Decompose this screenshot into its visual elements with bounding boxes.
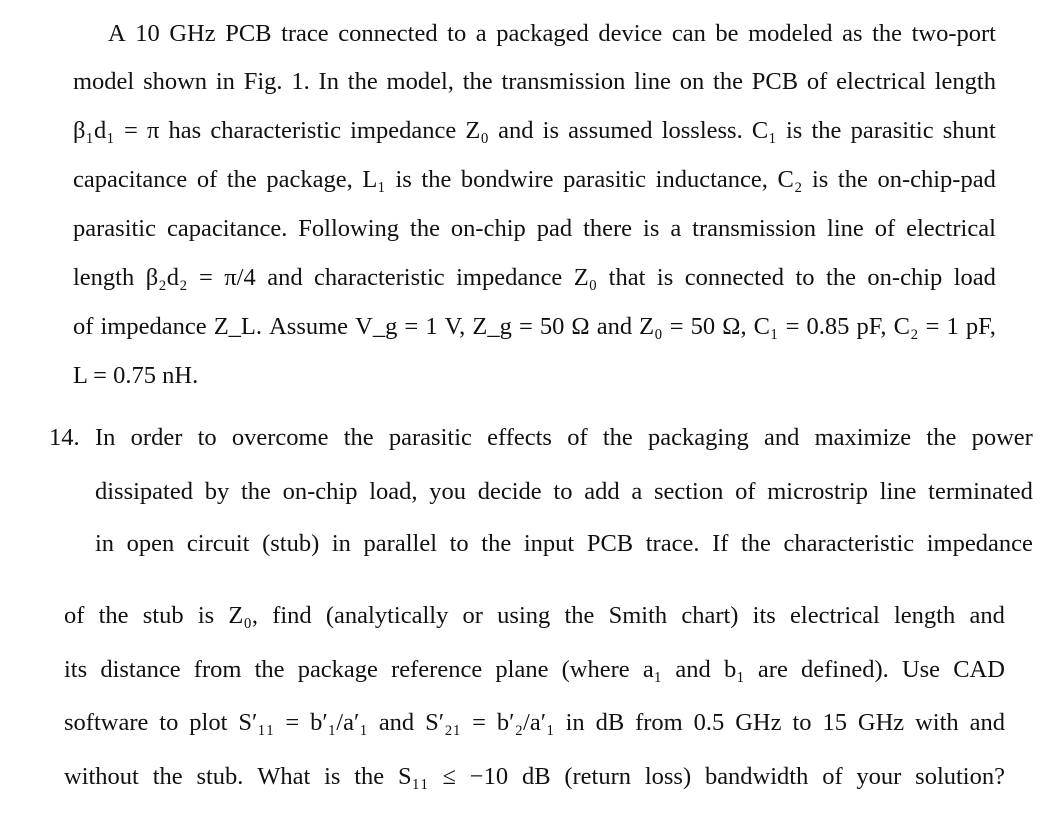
paragraph-line-6	[73, 263, 996, 293]
word: impedance	[100, 313, 207, 340]
word: a	[631, 478, 643, 505]
word: is	[324, 763, 341, 790]
word: Use	[901, 656, 941, 683]
word: 50	[690, 313, 716, 340]
word: packaged	[496, 20, 589, 47]
word: effects	[487, 424, 552, 451]
word: from	[635, 709, 683, 736]
word: pF,	[856, 313, 887, 340]
word: its	[64, 656, 88, 683]
word: a₁	[642, 656, 663, 683]
word: 1	[425, 313, 438, 340]
word: shunt	[942, 117, 996, 144]
word: the	[713, 68, 743, 95]
word: is	[395, 166, 412, 193]
word: capacitance	[73, 166, 188, 193]
word: of	[567, 424, 588, 451]
word: Following	[298, 215, 400, 242]
word: =	[404, 313, 419, 340]
word: load,	[369, 478, 418, 505]
word: stub	[142, 602, 184, 629]
word: 0.85	[806, 313, 850, 340]
word: you	[429, 478, 467, 505]
word: =	[518, 313, 533, 340]
word: the	[226, 166, 257, 193]
word: in	[565, 709, 585, 736]
word: with	[915, 709, 959, 736]
word: the	[826, 264, 856, 291]
word: is	[656, 264, 674, 291]
word: of	[64, 602, 85, 629]
word: bondwire	[460, 166, 554, 193]
word: β₂d₂	[145, 264, 188, 291]
word: in	[215, 68, 235, 95]
word: line	[879, 478, 917, 505]
word: and	[267, 264, 303, 291]
word: a	[475, 20, 487, 47]
word: =	[472, 709, 486, 736]
word: electrical	[790, 602, 880, 629]
word: Z_L.	[213, 313, 263, 340]
word: dB	[595, 709, 625, 736]
word: b′₁/a′₁	[310, 709, 368, 736]
word: parasitic	[563, 166, 647, 193]
word: circuit	[186, 530, 250, 557]
word: is	[643, 215, 660, 242]
word: C₁	[753, 313, 779, 340]
word: Z₀	[465, 117, 489, 144]
question-number: 14.	[49, 424, 80, 451]
question-line-3	[95, 529, 1033, 559]
word: of	[806, 68, 828, 95]
word: C₂	[777, 166, 803, 193]
word: can	[671, 20, 706, 47]
word: and	[498, 117, 534, 144]
word: capacitance.	[166, 215, 288, 242]
word: dissipated	[95, 478, 193, 505]
word: chart)	[681, 602, 739, 629]
word: 50	[539, 313, 565, 340]
word: by	[204, 478, 230, 505]
word: trace.	[645, 530, 700, 557]
word: loss)	[644, 763, 692, 790]
word: In	[95, 424, 116, 451]
word: there	[583, 215, 633, 242]
word: Z₀,	[228, 602, 258, 629]
word: and	[763, 424, 800, 451]
word: 1	[946, 313, 959, 340]
word: transmission	[692, 215, 817, 242]
word: GHz	[169, 20, 216, 47]
word: PCB	[586, 530, 634, 557]
word: two-port	[911, 20, 996, 47]
word: stub.	[196, 763, 244, 790]
word: to	[197, 424, 217, 451]
word: A	[108, 20, 126, 47]
word: the	[837, 166, 868, 193]
word: using	[497, 602, 551, 629]
word: β₁d₁	[73, 117, 115, 144]
word: solution?	[915, 763, 1005, 790]
word: Z₀	[639, 313, 663, 340]
word: packaging	[648, 424, 749, 451]
word: of	[874, 215, 896, 242]
word: Z_g	[472, 313, 512, 340]
word: plot	[189, 709, 228, 736]
word: =	[285, 709, 300, 736]
paragraph-line-5	[73, 214, 996, 244]
word: and	[675, 656, 711, 683]
word: the	[240, 478, 271, 505]
word: electrical	[836, 68, 926, 95]
question-line-1	[95, 423, 1033, 453]
word: load	[953, 264, 996, 291]
word: If	[712, 530, 729, 557]
word: impedance	[456, 264, 563, 291]
word: shown	[143, 68, 208, 95]
word: on	[679, 68, 705, 95]
word: dB	[521, 763, 551, 790]
word: line	[634, 68, 671, 95]
word: open	[126, 530, 175, 557]
word: lossless.	[661, 117, 743, 144]
word: is	[811, 166, 829, 193]
word: (analytically	[325, 602, 449, 629]
word: =	[669, 313, 684, 340]
word: the	[254, 656, 285, 683]
word: package,	[266, 166, 353, 193]
paragraph-line-8: L = 0.75 nH.	[73, 362, 199, 389]
word: find	[272, 602, 312, 629]
word: the	[564, 602, 595, 629]
word: =	[785, 313, 800, 340]
word: decide	[477, 478, 542, 505]
question-line-7	[64, 762, 1005, 792]
word: =	[925, 313, 940, 340]
word: What	[257, 763, 311, 790]
word: overcome	[231, 424, 329, 451]
word: parallel	[363, 530, 437, 557]
word: b′₂/a′₁	[496, 709, 555, 736]
question-line-4	[64, 601, 1005, 631]
word: the	[421, 166, 452, 193]
word: the	[462, 68, 493, 95]
question-line-2	[95, 477, 1033, 507]
word: inductance,	[655, 166, 768, 193]
word: to	[449, 530, 469, 557]
word: modeled	[748, 20, 833, 47]
word: without	[64, 763, 139, 790]
word: connected	[338, 20, 438, 47]
paragraph-line-7	[73, 312, 996, 342]
word: length	[73, 264, 135, 291]
word: the	[926, 424, 957, 451]
word: =	[123, 117, 138, 144]
paragraph-line-1	[108, 19, 996, 49]
word: its	[752, 602, 776, 629]
word: defined).	[801, 656, 889, 683]
word: of	[822, 763, 843, 790]
word: pad	[536, 215, 573, 242]
word: C₁	[751, 117, 777, 144]
word: the	[152, 763, 183, 790]
word: as	[842, 20, 863, 47]
word: PCB	[225, 20, 272, 47]
word: PCB	[751, 68, 799, 95]
word: Ω	[571, 313, 590, 340]
word: add	[584, 478, 620, 505]
word: is	[197, 602, 215, 629]
word: Assume	[269, 313, 349, 340]
word: your	[856, 763, 902, 790]
question-line-6	[64, 708, 1005, 738]
word: distance	[100, 656, 181, 683]
word: line	[827, 215, 864, 242]
word: pF,	[965, 313, 996, 340]
word: S₁₁	[398, 763, 429, 790]
word: of	[735, 478, 756, 505]
word: characteristic	[210, 117, 341, 144]
word: section	[653, 478, 724, 505]
word: on-chip	[450, 215, 526, 242]
word: on-chip	[867, 264, 943, 291]
word: electrical	[906, 215, 996, 242]
word: and	[969, 602, 1005, 629]
word: =	[199, 264, 213, 291]
word: GHz	[857, 709, 905, 736]
word: (where	[561, 656, 630, 683]
word: the	[872, 20, 903, 47]
word: In	[318, 68, 339, 95]
word: GHz	[735, 709, 782, 736]
word: b₁	[723, 656, 745, 683]
word: and	[378, 709, 415, 736]
word: transmission	[501, 68, 626, 95]
word: are	[757, 656, 788, 683]
word: connected	[684, 264, 785, 291]
word: π	[146, 117, 160, 144]
word: V,	[444, 313, 466, 340]
paragraph-line-4	[73, 165, 996, 195]
word: S′₂₁	[425, 709, 462, 736]
word: input	[523, 530, 575, 557]
word: 1.	[291, 68, 310, 95]
word: is	[785, 117, 803, 144]
word: device	[598, 20, 663, 47]
question-line-5	[64, 655, 1005, 685]
word: π/4	[224, 264, 256, 291]
word: in	[95, 530, 115, 557]
paragraph-line-2	[73, 67, 996, 97]
word: the	[410, 215, 440, 242]
word: ≤	[442, 763, 456, 790]
word: or	[462, 602, 483, 629]
word: S′₁₁	[238, 709, 275, 736]
word: length	[894, 602, 956, 629]
word: package	[297, 656, 378, 683]
word: from	[193, 656, 242, 683]
word: the	[741, 530, 771, 557]
word: V_g	[355, 313, 398, 340]
word: maximize	[814, 424, 912, 451]
word: on-chip-pad	[877, 166, 996, 193]
word: has	[168, 117, 202, 144]
word: and	[596, 313, 633, 340]
word: microstrip	[767, 478, 868, 505]
word: to	[792, 709, 812, 736]
word: to	[795, 264, 815, 291]
word: impedance	[350, 117, 457, 144]
word: model,	[386, 68, 454, 95]
word: −10	[469, 763, 509, 790]
word: power	[971, 424, 1033, 451]
word: 0.5	[693, 709, 725, 736]
word: Z₀	[573, 264, 598, 291]
word: 10	[135, 20, 160, 47]
word: reference	[391, 656, 483, 683]
word: of	[73, 313, 94, 340]
word: terminated	[928, 478, 1033, 505]
word: length	[934, 68, 996, 95]
word: is	[542, 117, 559, 144]
word: parasitic	[850, 117, 934, 144]
word: Ω,	[722, 313, 747, 340]
word: of	[196, 166, 218, 193]
word: the	[602, 424, 633, 451]
word: (return	[564, 763, 632, 790]
word: Smith	[608, 602, 668, 629]
word: on-chip	[282, 478, 358, 505]
word: parasitic	[73, 215, 156, 242]
paragraph-line-3	[73, 116, 996, 146]
word: parasitic	[388, 424, 472, 451]
word: the	[347, 68, 378, 95]
word: C₂	[893, 313, 919, 340]
word: in	[331, 530, 351, 557]
word: to	[159, 709, 179, 736]
word: that	[608, 264, 646, 291]
word: and	[969, 709, 1005, 736]
word: the	[354, 763, 385, 790]
word: characteristic	[783, 530, 915, 557]
word: a	[670, 215, 682, 242]
word: the	[98, 602, 129, 629]
word: (stub)	[262, 530, 320, 557]
word: L₁	[362, 166, 386, 193]
word: impedance	[926, 530, 1033, 557]
word: order	[130, 424, 183, 451]
word: the	[811, 117, 842, 144]
word: 15	[822, 709, 847, 736]
word: the	[481, 530, 512, 557]
word: assumed	[568, 117, 653, 144]
word: to	[447, 20, 467, 47]
word: to	[553, 478, 573, 505]
word: bandwidth	[704, 763, 809, 790]
word: trace	[281, 20, 329, 47]
word: be	[715, 20, 739, 47]
word: the	[343, 424, 374, 451]
word: Fig.	[243, 68, 283, 95]
word: CAD	[953, 656, 1005, 683]
word: plane	[495, 656, 549, 683]
word: model	[73, 68, 135, 95]
word: characteristic	[314, 264, 445, 291]
word: software	[64, 709, 149, 736]
